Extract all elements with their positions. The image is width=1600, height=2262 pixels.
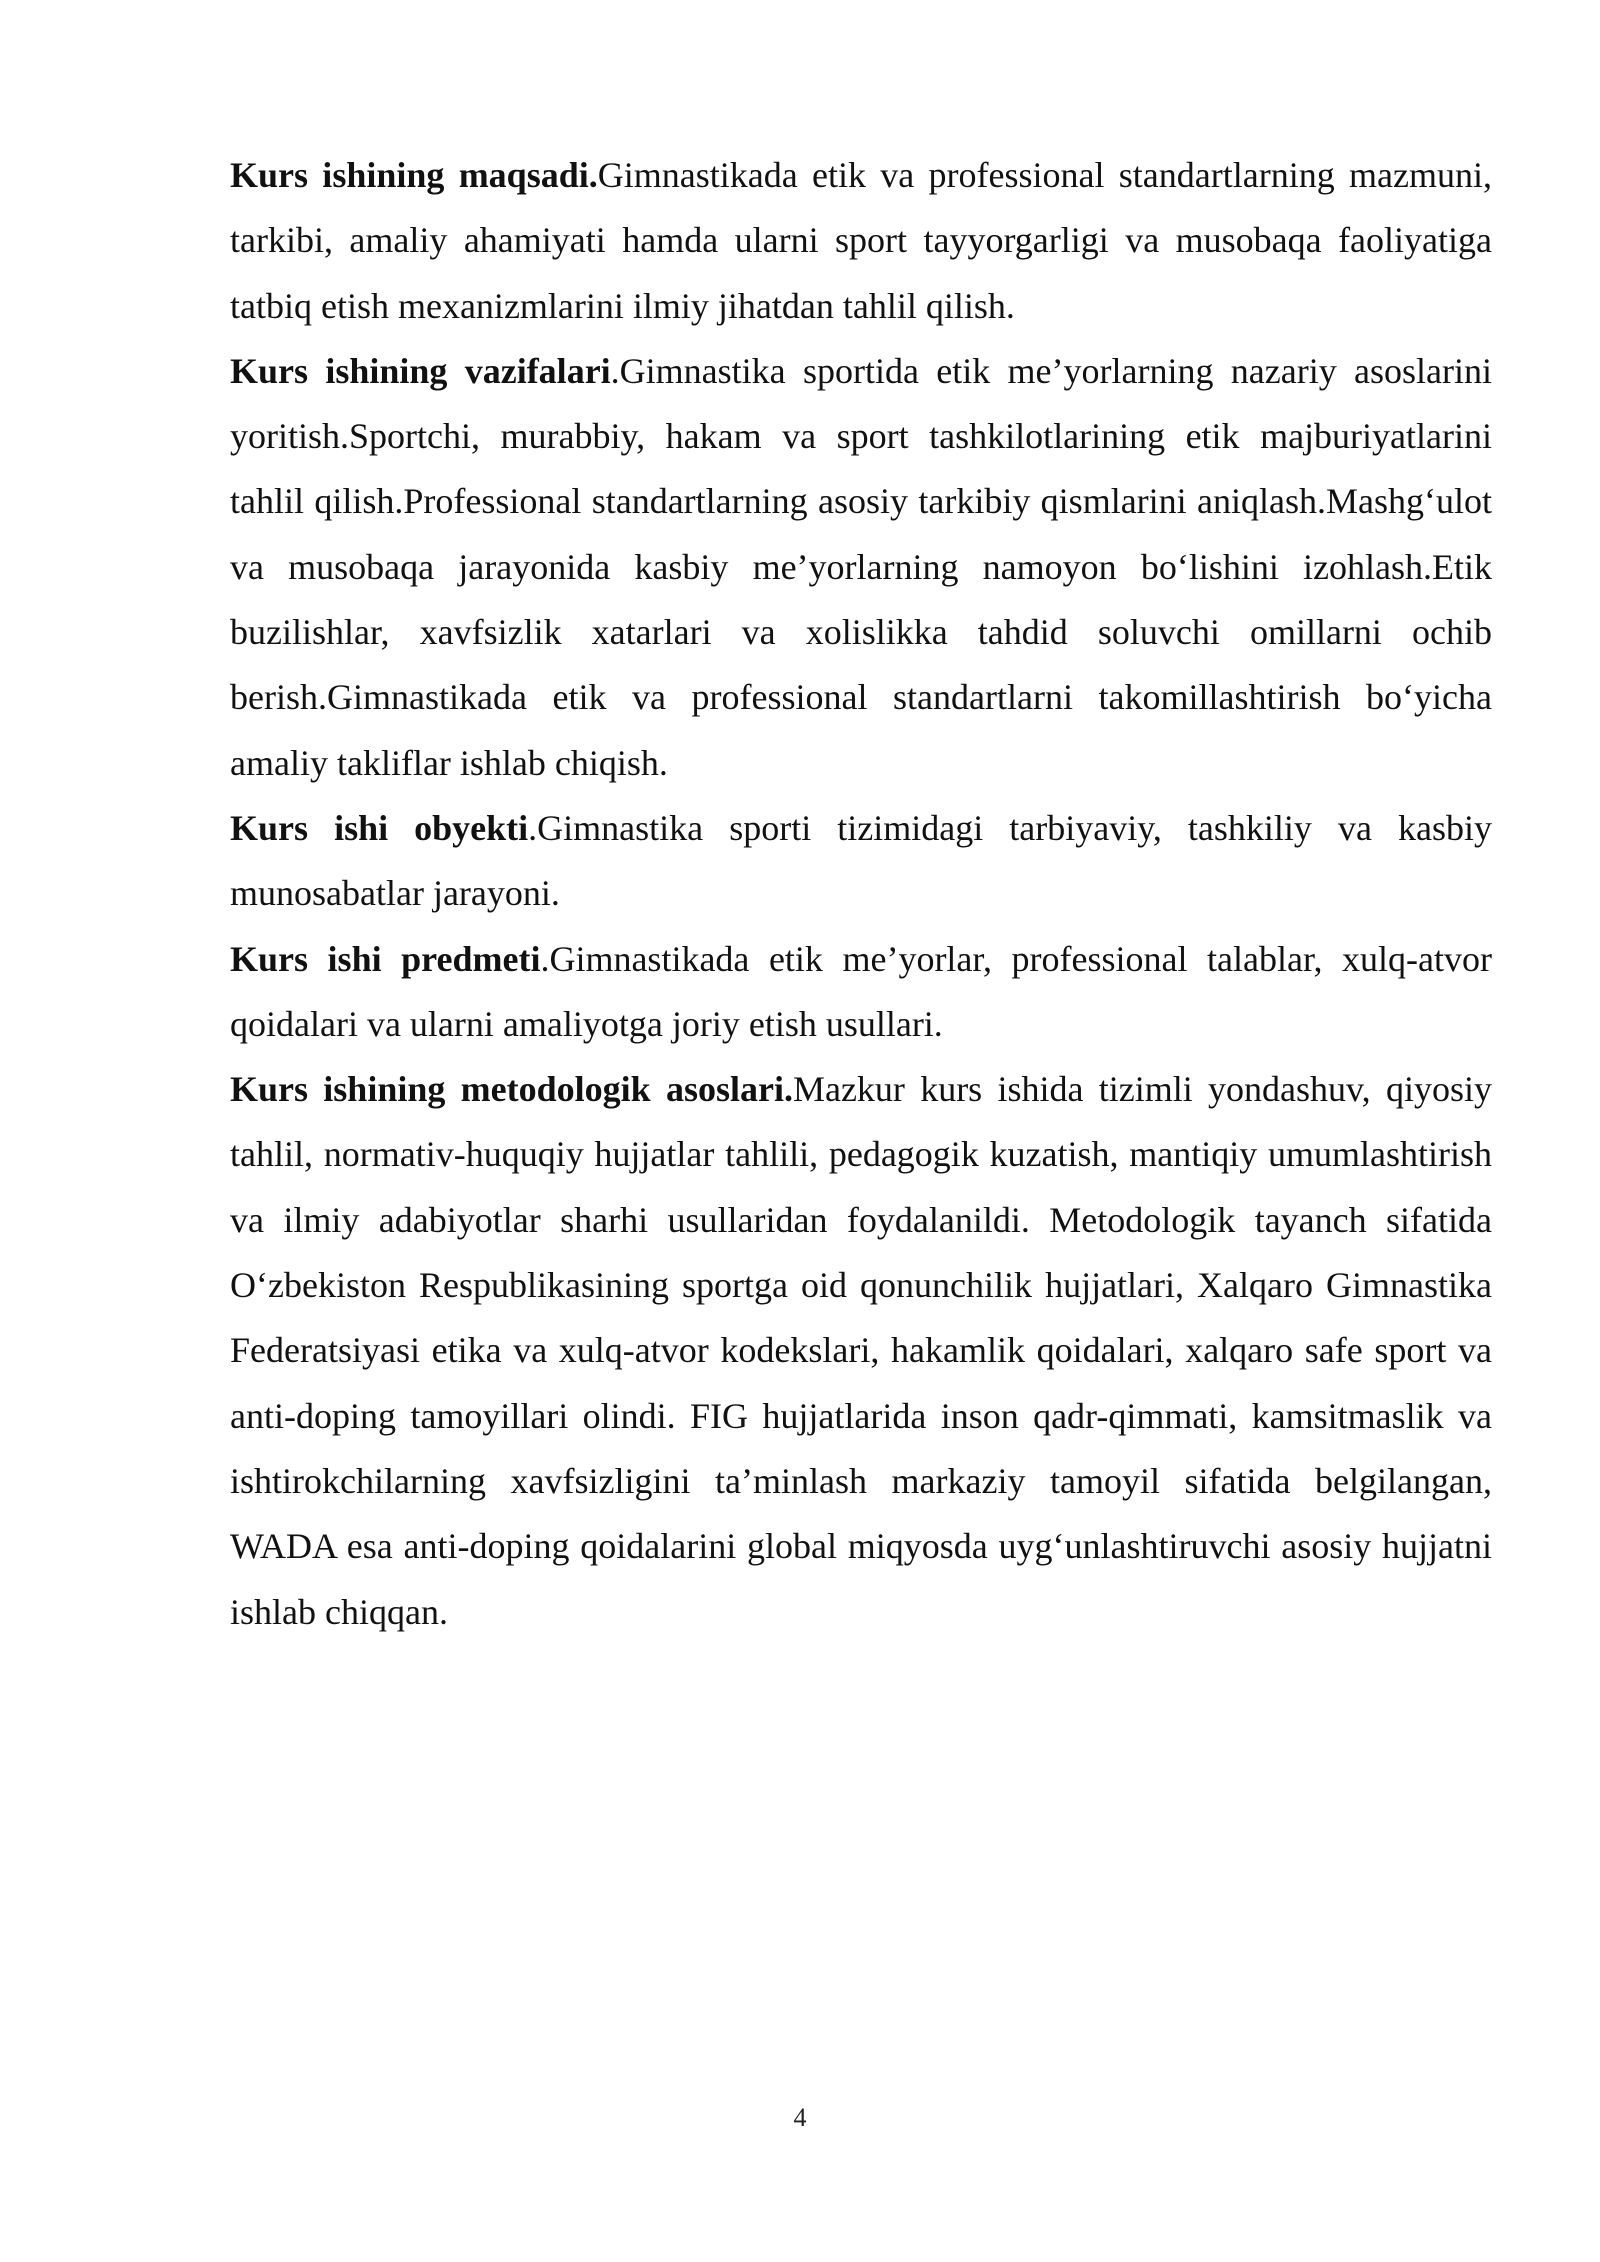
paragraph-text: Gimnastikada etik va professional standartlarning mazmuni, tarkibi, amaliy ahamiyati hamda ularni sport tayyorgarligi va musobaqa faoliyatiga tatbiq etish mexanizmlarini ilmiy jihatdan tahlil qilish. xyxy=(230,155,1492,326)
page-number: 4 xyxy=(793,2103,807,2132)
paragraph-methodology xyxy=(230,1057,1492,1645)
paragraph-text: .Gimnastika sportida etik me’yorlarning nazariy asoslarini yoritish.Sportchi, murabbiy, hakam va sport tashkilotlarining etik majburiyatlarini tahlil qilish.Professional standartlarning asosiy tarkibiy qismlarini aniqlash.Mashg‘ulot va musobaqa jarayonida kasbiy me’yorlarning namoyon bo‘lishini izohlash.Etik buzilishlar, xavfsizlik xatarlari va xolislikka tahdid soluvchi omillarni ochib berish.Gimnastikada etik va professional standartlarni takomillashtirish bo‘yicha amaliy takliflar ishlab chiqish. xyxy=(230,350,1492,783)
paragraph-tasks xyxy=(230,339,1492,796)
paragraph-text: Mazkur kurs ishida tizimli yondashuv, qiyosiy tahlil, normativ-huquqiy hujjatlar tahlili, pedagogik kuzatish, mantiqiy umumlashtirish va ilmiy adabiyotlar sharhi usullaridan foydalanildi. Metodologik tayanch sifatida O‘zbekiston Respublikasining sportga oid qonunchilik hujjatlari, Xalqaro Gimnastika Federatsiyasi etika va xulq-atvor kodekslari, hakamlik qoidalari, xalqaro safe sport va anti-doping tamoyillari olindi. FIG hujjatlarida inson qadr-qimmati, kamsitmaslik va ishtirokchilarning xavfsizligini ta’minlash markaziy tamoyil sifatida belgilangan, WADA esa anti-doping qoidalarini global miqyosda uyg‘unlashtiruvchi asosiy hujjatni ishlab chiqqan. xyxy=(230,1069,1492,1632)
paragraph-heading: Kurs ishi predmeti xyxy=(230,938,541,979)
page-body xyxy=(230,143,1492,1645)
paragraph-text: .Gimnastikada etik me’yorlar, professional talablar, xulq-atvor qoidalari va ularni amaliyotga joriy etish usullari. xyxy=(230,938,1492,1044)
paragraph-heading: Kurs ishining metodologik asoslari. xyxy=(230,1069,793,1110)
paragraph-heading: Kurs ishining vazifalari xyxy=(230,350,611,391)
paragraph-goal xyxy=(230,143,1492,339)
paragraph-object xyxy=(230,796,1492,927)
paragraph-subject xyxy=(230,927,1492,1058)
paragraph-heading: Kurs ishining maqsadi. xyxy=(230,155,598,195)
paragraph-heading: Kurs ishi obyekti xyxy=(230,807,529,848)
paragraph-text: .Gimnastika sporti tizimidagi tarbiyaviy, tashkiliy va kasbiy munosabatlar jarayoni. xyxy=(230,807,1492,914)
